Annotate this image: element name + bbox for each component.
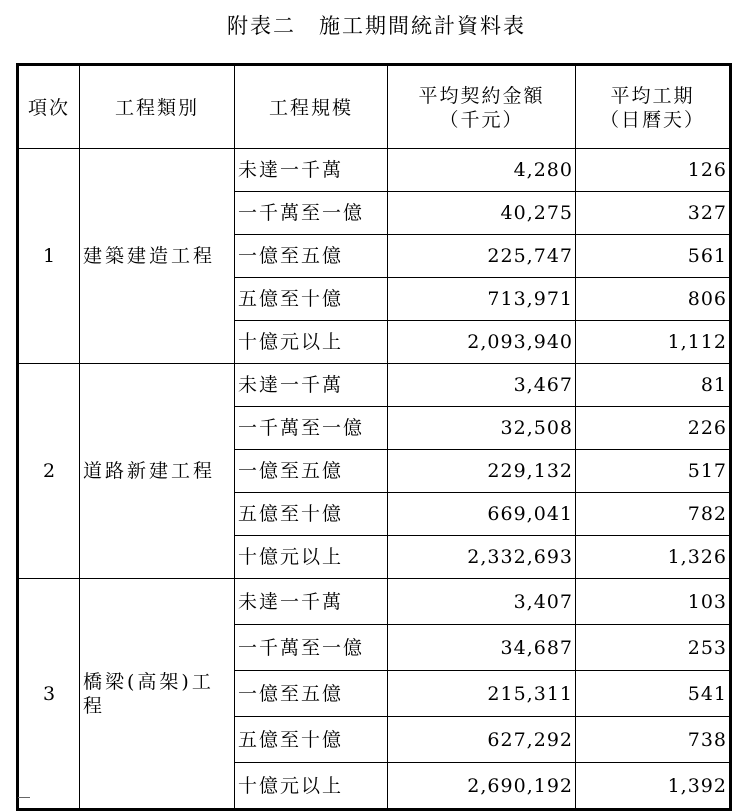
- avg-contract-amount-cell: 225,747: [388, 235, 576, 278]
- avg-contract-amount-cell: 215,311: [388, 671, 576, 717]
- group-index: 1: [18, 149, 80, 364]
- header-avg-contract: [388, 65, 576, 149]
- scale-cell: 一億至五億: [235, 235, 388, 278]
- group-category: 橋梁(高架)工程: [80, 579, 235, 810]
- avg-period-days-cell: 1,392: [576, 763, 731, 810]
- avg-contract-amount-cell: 34,687: [388, 625, 576, 671]
- header-category: 工程類別: [80, 65, 235, 149]
- scale-cell: 未達一千萬: [235, 579, 388, 625]
- statistics-table: [16, 63, 732, 811]
- page-edge-mark: [18, 797, 30, 804]
- avg-contract-amount-cell: 627,292: [388, 717, 576, 763]
- scale-cell: 五億至十億: [235, 278, 388, 321]
- group-category: 道路新建工程: [80, 364, 235, 579]
- avg-period-days-cell: 103: [576, 579, 731, 625]
- header-avg-period: [576, 65, 731, 149]
- avg-contract-amount-cell: 40,275: [388, 192, 576, 235]
- page-title: 附表二 施工期間統計資料表: [227, 14, 526, 38]
- avg-period-days-cell: 561: [576, 235, 731, 278]
- scale-cell: 五億至十億: [235, 493, 388, 536]
- avg-period-days-cell: 1,112: [576, 321, 731, 364]
- avg-contract-amount-cell: 713,971: [388, 278, 576, 321]
- table-body: [18, 149, 731, 810]
- scale-cell: 一億至五億: [235, 671, 388, 717]
- scale-cell: 十億元以上: [235, 536, 388, 579]
- avg-contract-amount-cell: 229,132: [388, 450, 576, 493]
- header-avg-period-unit: （日曆天）: [599, 109, 705, 131]
- scale-cell: 一千萬至一億: [235, 192, 388, 235]
- avg-period-days-cell: 806: [576, 278, 731, 321]
- avg-contract-amount-cell: 4,280: [388, 149, 576, 192]
- avg-period-days-cell: 1,326: [576, 536, 731, 579]
- avg-period-days-cell: 782: [576, 493, 731, 536]
- avg-period-days-cell: 738: [576, 717, 731, 763]
- header-scale: 工程規模: [235, 65, 388, 149]
- avg-contract-amount-cell: 2,690,192: [388, 763, 576, 810]
- scale-cell: 一千萬至一億: [235, 407, 388, 450]
- avg-period-days-cell: 517: [576, 450, 731, 493]
- group-index: 3: [18, 579, 80, 810]
- avg-contract-amount-cell: 2,332,693: [388, 536, 576, 579]
- group-index: 2: [18, 364, 80, 579]
- avg-contract-amount-cell: 669,041: [388, 493, 576, 536]
- scale-cell: 未達一千萬: [235, 149, 388, 192]
- avg-period-days-cell: 253: [576, 625, 731, 671]
- avg-contract-amount-cell: 32,508: [388, 407, 576, 450]
- table-row: [18, 579, 731, 625]
- avg-period-days-cell: 126: [576, 149, 731, 192]
- header-avg-contract-label: 平均契約金額: [418, 85, 545, 107]
- scale-cell: 十億元以上: [235, 321, 388, 364]
- header-avg-period-label: 平均工期: [610, 85, 695, 107]
- table-header-row: [18, 65, 731, 149]
- table-row: [18, 149, 731, 192]
- header-avg-contract-unit: （千元）: [439, 109, 524, 131]
- table-row: [18, 364, 731, 407]
- header-index: 項次: [18, 65, 80, 149]
- avg-period-days-cell: 81: [576, 364, 731, 407]
- scale-cell: 未達一千萬: [235, 364, 388, 407]
- group-category: 建築建造工程: [80, 149, 235, 364]
- avg-period-days-cell: 226: [576, 407, 731, 450]
- avg-contract-amount-cell: 3,407: [388, 579, 576, 625]
- avg-contract-amount-cell: 2,093,940: [388, 321, 576, 364]
- avg-contract-amount-cell: 3,467: [388, 364, 576, 407]
- avg-period-days-cell: 541: [576, 671, 731, 717]
- scale-cell: 五億至十億: [235, 717, 388, 763]
- scale-cell: 一千萬至一億: [235, 625, 388, 671]
- scale-cell: 一億至五億: [235, 450, 388, 493]
- scale-cell: 十億元以上: [235, 763, 388, 810]
- avg-period-days-cell: 327: [576, 192, 731, 235]
